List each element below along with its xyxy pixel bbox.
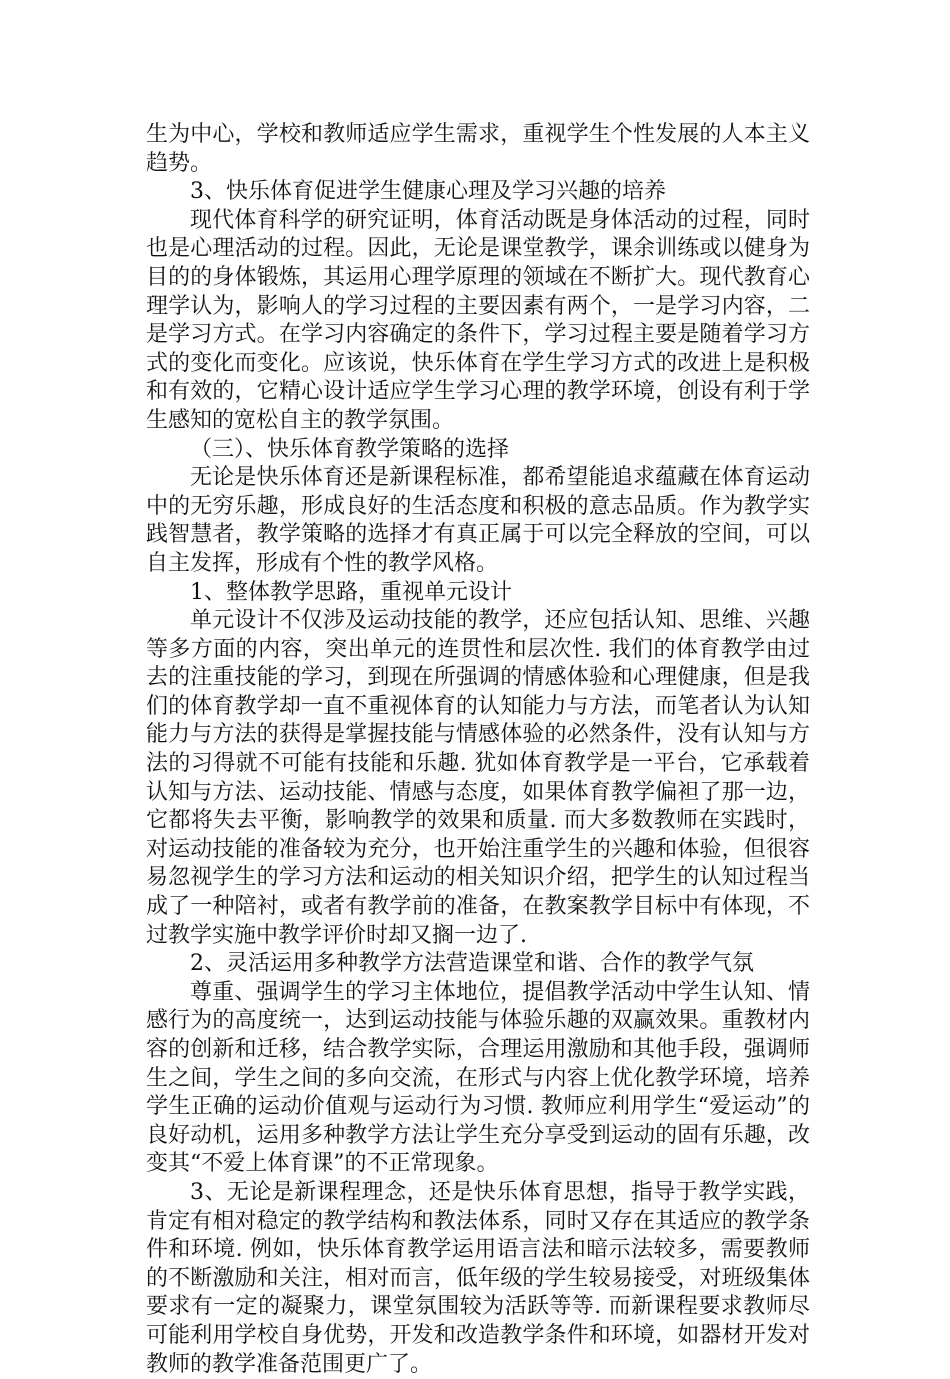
document-page	[146, 121, 810, 1379]
heading-section-3-strategy: （三）、快乐体育教学策略的选择	[190, 436, 510, 462]
paragraph-teaching-methods: 尊重、强调学生的学习主体地位，提倡教学活动中学生认知、情感行为的高度统一，达到运动技能与体验乐趣的双赢效果。重教材内容的创新和迁移，结合教学实际，合理运用激励和其他手段，强调师生之间，学生之间的多向交流，在形式与内容上优化教学环境，培养学生正确的运动价值观与运动行为习惯. 教师应利用学生“爱运动”的良好动机，运用多种教学方法让学生充分享受到运动的固有乐趣，改变其“不爱上体育课”的不正常现象。	[146, 979, 810, 1177]
paragraph-strategy-intro: 无论是快乐体育还是新课程标准，都希望能追求蕴藏在体育运动中的无穷乐趣，形成良好的生活态度和积极的意志品质。作为教学实践智慧者，教学策略的选择才有真正属于可以完全释放的空间，可以自主发挥，形成有个性的教学风格。	[146, 465, 810, 576]
heading-2-teaching-methods: 2、灵活运用多种教学方法营造课堂和谐、合作的教学气氛	[190, 951, 754, 977]
heading-1-unit-design: 1、整体教学思路，重视单元设计	[190, 579, 512, 605]
paragraph-unit-design: 单元设计不仅涉及运动技能的教学，还应包括认知、思维、兴趣等多方面的内容，突出单元的连贯性和层次性. 我们的体育教学由过去的注重技能的学习，到现在所强调的情感体验和心理健康，但是我们的体育教学却一直不重视体育的认知能力与方法，而笔者认为认知能力与方法的获得是掌握技能与情感体验的必然条件，没有认知与方法的习得就不可能有技能和乐趣. 犹如体育教学是一平台，它承载着认知与方法、运动技能、情感与态度，如果体育教学偏袒了那一边，它都将失去平衡，影响教学的效果和质量. 而大多数教师在实践时，对运动技能的准备较为充分，也开始注重学生的兴趣和体验，但很容易忽视学生的学习方法和运动的相关知识介绍，把学生的认知过程当成了一种陪衬，或者有教学前的准备，在教案教学目标中有体现，不过教学实施中教学评价时却又搁一边了.	[146, 608, 810, 948]
paragraph-3-curriculum-concept: 3、无论是新课程理念，还是快乐体育思想，指导于教学实践，肯定有相对稳定的教学结构和教法体系，同时又存在其适应的教学条件和环境. 例如，快乐体育教学运用语言法和暗示法较多，需要教师的不断激励和关注，相对而言，低年级的学生较易接受，对班级集体要求有一定的凝聚力，课堂氛围较为活跃等等. 而新课程要求教师尽可能利用学校自身优势，开发和改造教学条件和环境，如器材开发对教师的教学准备范围更广了。	[146, 1179, 810, 1377]
paragraph-continuation: 生为中心，学校和教师适应学生需求，重视学生个性发展的人本主义趋势。	[146, 122, 810, 176]
heading-3-happy-pe-psychology: 3、快乐体育促进学生健康心理及学习兴趣的培养	[190, 179, 666, 205]
paragraph-modern-pe-science: 现代体育科学的研究证明，体育活动既是身体活动的过程，同时也是心理活动的过程。因此，无论是课堂教学，课余训练或以健身为目的的身体锻炼，其运用心理学原理的领域在不断扩大。现代教育心理学认为，影响人的学习过程的主要因素有两个，一是学习内容，二是学习方式。在学习内容确定的条件下，学习过程主要是随着学习方式的变化而变化。应该说，快乐体育在学生学习方式的改进上是积极和有效的，它精心设计适应学生学习心理的教学环境，创设有利于学生感知的宽松自主的教学氛围。	[146, 207, 810, 433]
